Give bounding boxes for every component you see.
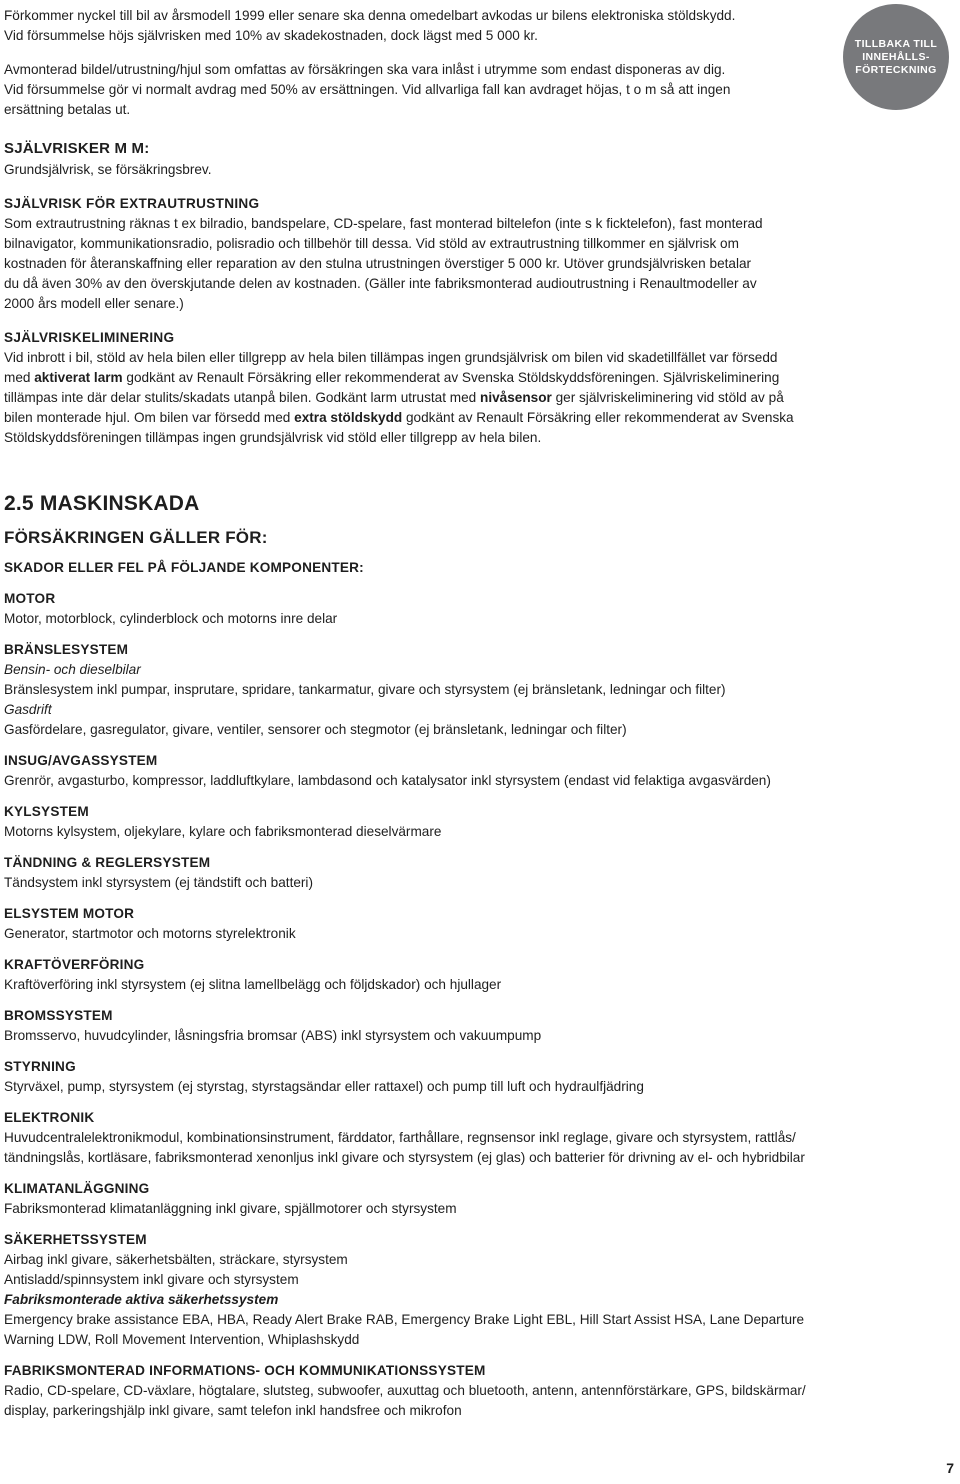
- extrautrustning-line: du då även 30% av den överskjutande delen av kostnaden. (Gäller inte fabriksmonterad audioutrustning i Renaultmodeller av: [4, 276, 757, 291]
- text-run: ger självriskeliminering vid stöld av på: [551, 390, 784, 405]
- component-text: Gasfördelare, gasregulator, givare, ventiler, sensorer och stegmotor (ej bränsletank, ledningar och filter): [4, 722, 627, 737]
- component-text: Airbag inkl givare, säkerhetsbälten, sträckare, styrsystem: [4, 1252, 348, 1267]
- component-broms: [4, 1006, 806, 1046]
- component-subtitle: Gasdrift: [4, 702, 52, 717]
- extrautrustning-line: 2000 års modell eller senare.): [4, 296, 184, 311]
- component-text: Warning LDW, Roll Movement Intervention, Whiplashskydd: [4, 1332, 360, 1347]
- component-text: Emergency brake assistance EBA, HBA, Ready Alert Brake RAB, Emergency Brake Light EBL, Hill Start Assist HSA, Lane Departure: [4, 1312, 805, 1327]
- eliminering-line: [4, 408, 806, 428]
- component-elsystem: [4, 904, 806, 944]
- component-text: Huvudcentralelektronikmodul, kombinationsinstrument, färddator, farthållare, regnsensor inkl reglage, givare och styrsystem, rattlås/: [4, 1130, 796, 1145]
- back-to-toc-label: TILLBAKA TILL INNEHÅLLS-FÖRTECKNING: [854, 37, 938, 76]
- component-tandning: [4, 853, 806, 893]
- component-text: Generator, startmotor och motorns styrelektronik: [4, 926, 296, 941]
- forsakringen-galler-heading: FÖRSÄKRINGEN GÄLLER FÖR:: [4, 528, 268, 547]
- intro-line: Avmonterad bildel/utrustning/hjul som omfattas av försäkringen ska vara inlåst i utrymme som endast disponeras av dig.: [4, 62, 726, 77]
- component-text: Bränslesystem inkl pumpar, insprutare, spridare, tankarmatur, givare och styrsystem (ej bränsletank, ledningar och filter): [4, 682, 726, 697]
- sjalvrisker-text: Grundsjälvrisk, se försäkringsbrev.: [4, 162, 212, 177]
- extrautrustning-line: Som extrautrustning räknas t ex bilradio, bandspelare, CD-spelare, fast monterad biltelefon (inte s k ficktelefon), fast monterad: [4, 216, 763, 231]
- component-elektronik: [4, 1108, 806, 1168]
- component-insug: [4, 751, 806, 791]
- emphasis-nivasensor: nivåsensor: [480, 390, 552, 405]
- component-text: Tändsystem inkl styrsystem (ej tändstift och batteri): [4, 875, 313, 890]
- component-motor: [4, 589, 806, 629]
- text-run: godkänt av Renault Försäkring eller rekommenderat av Svenska Stöldskyddsföreningen. Självriskeliminering: [122, 370, 780, 385]
- eliminering-line: [4, 388, 806, 408]
- component-sakerhet: [4, 1230, 806, 1350]
- extrautrustning-heading: SJÄLVRISK FÖR EXTRAUTRUSTNING: [4, 196, 260, 211]
- intro-line: ersättning betalas ut.: [4, 102, 131, 117]
- maskinskada-heading: 2.5 MASKINSKADA: [4, 492, 200, 515]
- text-run: godkänt av Renault Försäkring eller rekommenderat av Svenska: [402, 410, 794, 425]
- intro-line: Förkommer nyckel till bil av årsmodell 1999 eller senare ska denna omedelbart avkodas ur bilens elektroniska stöldskydd.: [4, 8, 736, 23]
- component-title: SÄKERHETSSYSTEM: [4, 1232, 147, 1247]
- back-to-toc-button[interactable]: [843, 4, 949, 110]
- component-text: Styrväxel, pump, styrsystem (ej styrstag, styrstagsändar eller rattaxel) och pump till luft och hydraulfjädring: [4, 1079, 644, 1094]
- component-kraft: [4, 955, 806, 995]
- eliminering-line: Stöldskyddsföreningen tillämpas ingen grundsjälvrisk vid stöld eller tillgrepp av hela bilen.: [4, 430, 542, 445]
- component-title: BROMSSYSTEM: [4, 1008, 113, 1023]
- extrautrustning-line: bilnavigator, kommunikationsradio, polisradio och tillbehör till dessa. Vid stöld av extrautrustning tillkommer en självrisk om: [4, 236, 739, 251]
- page-number: 7: [946, 1460, 954, 1476]
- component-title: STYRNING: [4, 1059, 76, 1074]
- eliminering-line: Vid inbrott i bil, stöld av hela bilen eller tillgrepp av hela bilen tillämpas ingen grundsjälvrisk om bilen vid skadetillfället var försedd: [4, 350, 778, 365]
- component-title: ELSYSTEM MOTOR: [4, 906, 135, 921]
- component-text: Motor, motorblock, cylinderblock och motorns inre delar: [4, 611, 338, 626]
- component-kyl: [4, 802, 806, 842]
- component-title: BRÄNSLESYSTEM: [4, 642, 129, 657]
- component-info: [4, 1361, 806, 1421]
- component-text: display, parkeringshjälp inkl givare, samt telefon inkl handsfree och mikrofon: [4, 1403, 462, 1418]
- component-text: Antisladd/spinnsystem inkl givare och styrsystem: [4, 1272, 299, 1287]
- component-text: tändningslås, kortläsare, fabriksmonterad xenonljus inkl givare och styrsystem (ej glas) och batterier för drivning av el- och hybridbilar: [4, 1150, 805, 1165]
- eliminering-heading: SJÄLVRISKELIMINERING: [4, 330, 175, 345]
- component-text: Grenrör, avgasturbo, kompressor, laddluftkylare, lambdasond och katalysator inkl styrsystem (endast vid felaktiga avgasvärden): [4, 773, 771, 788]
- sjalvrisker-heading: SJÄLVRISKER M M:: [4, 140, 150, 157]
- component-title: FABRIKSMONTERAD INFORMATIONS- OCH KOMMUNIKATIONSSYSTEM: [4, 1363, 486, 1378]
- text-run: bilen monterade hjul. Om bilen var försedd med: [4, 410, 295, 425]
- components-heading: SKADOR ELLER FEL PÅ FÖLJANDE KOMPONENTER:: [4, 560, 364, 575]
- component-text: Bromsservo, huvudcylinder, låsningsfria bromsar (ABS) inkl styrsystem och vakuumpump: [4, 1028, 542, 1043]
- intro-line: Vid försummelse gör vi normalt avdrag med 50% av ersättningen. Vid allvarliga fall kan avdraget höjas, t o m så att ingen: [4, 82, 731, 97]
- component-bransle: [4, 640, 806, 740]
- page-content: [4, 6, 806, 1421]
- component-klimat: [4, 1179, 806, 1219]
- component-text: Fabriksmonterad klimatanläggning inkl givare, spjällmotorer och styrsystem: [4, 1201, 457, 1216]
- component-title: INSUG/AVGASSYSTEM: [4, 753, 158, 768]
- emphasis-aktiverat-larm: aktiverat larm: [34, 370, 123, 385]
- emphasis-extra-stoldskydd: extra stöldskydd: [294, 410, 403, 425]
- component-subtitle: Fabriksmonterade aktiva säkerhetssystem: [4, 1292, 279, 1307]
- component-subtitle: Bensin- och dieselbilar: [4, 662, 141, 677]
- component-title: KRAFTÖVERFÖRING: [4, 957, 145, 972]
- text-run: med: [4, 370, 35, 385]
- component-title: TÄNDNING & REGLERSYSTEM: [4, 855, 211, 870]
- eliminering-line: [4, 368, 806, 388]
- component-styr: [4, 1057, 806, 1097]
- component-text: Kraftöverföring inkl styrsystem (ej slitna lamellbelägg och följdskador) och hjullager: [4, 977, 502, 992]
- component-title: MOTOR: [4, 591, 56, 606]
- component-text: Radio, CD-spelare, CD-växlare, högtalare, slutsteg, subwoofer, auxuttag och bluetooth, antenn, antennförstärkare, GPS, bildskärmar/: [4, 1383, 806, 1398]
- extrautrustning-line: kostnaden för återanskaffning eller reparation av den stulna utrustningen överstiger 5 000 kr. Utöver grundsjälvrisken betalar: [4, 256, 752, 271]
- component-title: KLIMATANLÄGGNING: [4, 1181, 150, 1196]
- component-title: ELEKTRONIK: [4, 1110, 95, 1125]
- intro-line: Vid försummelse höjs självrisken med 10% av skadekostnaden, dock lägst med 5 000 kr.: [4, 28, 538, 43]
- text-run: tillämpas inte där delar stulits/skadats utanpå bilen. Godkänt larm utrustat med: [4, 390, 481, 405]
- component-title: KYLSYSTEM: [4, 804, 89, 819]
- component-text: Motorns kylsystem, oljekylare, kylare och fabriksmonterad dieselvärmare: [4, 824, 442, 839]
